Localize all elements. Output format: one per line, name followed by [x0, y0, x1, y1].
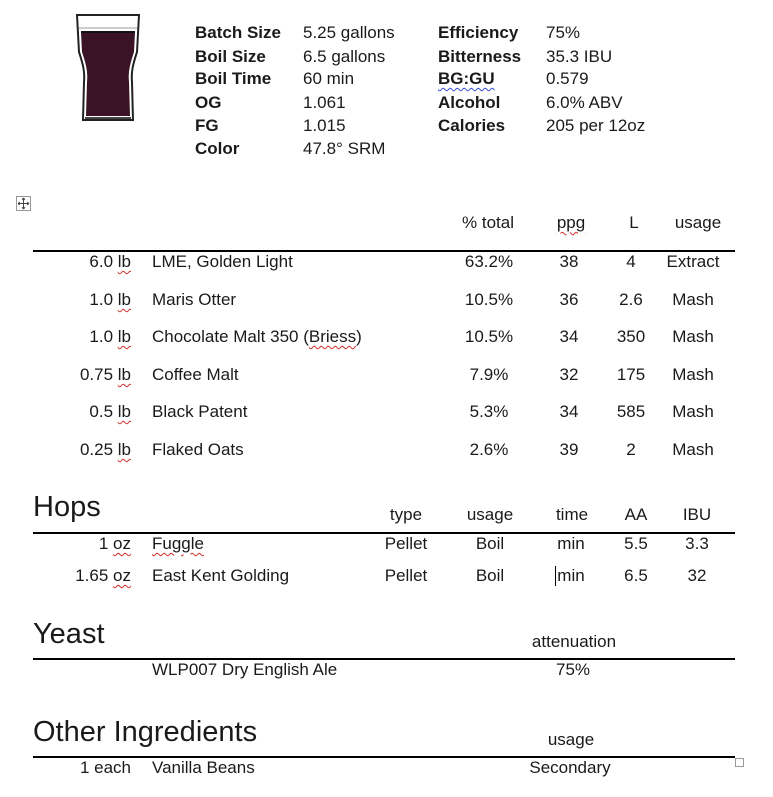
fermentable-amount: [89, 253, 131, 270]
fermentable-l: 350: [616, 327, 646, 346]
name-text: LME, Golden Light: [152, 252, 293, 271]
fermentable-pct: 10.5%: [464, 327, 514, 346]
name-text: Chocolate Malt 350 (: [152, 327, 309, 346]
fermentable-pct: 63.2%: [464, 252, 514, 271]
fermentable-amount: [89, 403, 131, 420]
amount-unit: oz: [113, 566, 131, 585]
summary-label: Color: [195, 139, 240, 158]
hop-usage: Boil: [475, 534, 505, 553]
fermentable-pct: 10.5%: [464, 290, 514, 309]
amount-value: 6.0: [89, 252, 114, 271]
hop-type: Pellet: [384, 534, 428, 553]
hop-amount: [75, 567, 131, 584]
fermentable-l: 2: [626, 440, 636, 459]
fermentables-header-ppg: ppg: [556, 213, 586, 232]
fermentable-ppg: 34: [559, 327, 579, 346]
hop-aa: 6.5: [624, 566, 648, 585]
summary-value: 6.5 gallons: [303, 47, 386, 66]
fermentable-name: [152, 366, 239, 383]
fermentable-usage: Mash: [672, 290, 714, 309]
summary-value: 75%: [546, 23, 581, 42]
yeast-title: Yeast: [33, 618, 105, 650]
amount-unit: lb: [117, 327, 131, 346]
amount-value: 1.0: [89, 290, 114, 309]
other-title: Other Ingredients: [33, 716, 258, 748]
amount-unit: oz: [113, 534, 131, 553]
move-arrows-icon: [17, 197, 30, 210]
hop-name: East Kent Golding: [152, 566, 290, 585]
summary-label: Alcohol: [438, 93, 501, 112]
summary-value: 1.061: [303, 93, 346, 112]
fermentable-pct: 2.6%: [469, 440, 509, 459]
fermentable-pct: 5.3%: [469, 402, 509, 421]
summary-value: 47.8° SRM: [303, 139, 386, 158]
summary-value: 1.015: [303, 116, 346, 135]
table-resize-handle[interactable]: [735, 758, 744, 767]
hop-name: Fuggle: [152, 534, 204, 553]
amount-value: 1: [98, 534, 109, 553]
hop-ibu: 32: [687, 566, 707, 585]
summary-label: Boil Size: [195, 47, 266, 66]
fermentable-usage: Mash: [672, 440, 714, 459]
fermentable-name: [152, 291, 236, 308]
name-text: Maris Otter: [152, 290, 237, 309]
summary-value: 35.3 IBU: [546, 47, 613, 66]
summary-label: Efficiency: [438, 23, 519, 42]
yeast-attenuation: 75%: [555, 660, 591, 679]
summary-label: Calories: [438, 116, 506, 135]
name-text: Flaked Oats: [152, 440, 244, 459]
fermentable-l: 175: [616, 365, 646, 384]
fermentable-name: [152, 328, 362, 345]
fermentable-name: [152, 253, 293, 270]
summary-label: FG: [195, 116, 219, 135]
fermentables-header-usage: usage: [674, 213, 722, 232]
summary-label: BG:GU: [438, 69, 495, 88]
other-usage: Secondary: [529, 758, 611, 777]
amount-value: 1.65: [75, 566, 109, 585]
amount-value: 1.0: [89, 327, 114, 346]
fermentable-pct: 7.9%: [469, 365, 509, 384]
hop-time: min: [557, 566, 585, 585]
yeast-header-attenuation: attenuation: [531, 632, 617, 651]
other-rule: [33, 756, 735, 758]
amount-value: 0.5: [89, 402, 114, 421]
summary-label: Boil Time: [195, 69, 272, 88]
fermentable-amount: [89, 291, 131, 308]
amount-unit: lb: [117, 252, 131, 271]
name-text-flagged: Briess: [308, 327, 357, 346]
summary-label: Bitterness: [438, 47, 522, 66]
summary-label: Batch Size: [195, 23, 281, 42]
fermentable-name: [152, 441, 244, 458]
fermentable-amount: [80, 441, 131, 458]
summary-value: 0.579: [546, 69, 589, 88]
name-text: Coffee Malt: [152, 365, 239, 384]
name-text: Black Patent: [152, 402, 248, 421]
fermentables-header-pct: % total: [462, 213, 514, 232]
fermentable-amount: [80, 366, 131, 383]
fermentable-l: 4: [626, 252, 636, 271]
hops-title: Hops: [33, 491, 101, 523]
amount-unit: lb: [117, 290, 131, 309]
other-name: Vanilla Beans: [152, 758, 255, 777]
summary-value: 5.25 gallons: [303, 23, 395, 42]
fermentables-header-l: L: [629, 213, 639, 232]
hops-header-ibu: IBU: [682, 505, 712, 524]
yeast-name: WLP007 Dry English Ale: [152, 660, 338, 679]
hops-header-type: type: [389, 505, 423, 524]
hop-amount: [99, 535, 131, 552]
summary-value: 6.0% ABV: [546, 93, 623, 112]
beer-glass-image: [73, 12, 143, 124]
amount-value: 0.75: [79, 365, 114, 384]
other-amount: 1 each: [79, 758, 131, 777]
fermentable-ppg: 39: [559, 440, 579, 459]
table-move-handle[interactable]: [16, 196, 31, 211]
fermentable-usage: Mash: [672, 402, 714, 421]
amount-value: 0.25: [79, 440, 114, 459]
hop-type: Pellet: [384, 566, 428, 585]
hop-time: min: [557, 534, 585, 553]
fermentable-ppg: 34: [559, 402, 579, 421]
hops-header-aa: AA: [624, 505, 648, 524]
fermentable-l: 2.6: [619, 290, 643, 309]
yeast-rule: [33, 658, 735, 660]
hop-usage: Boil: [475, 566, 505, 585]
fermentable-l: 585: [616, 402, 646, 421]
fermentable-ppg: 32: [559, 365, 579, 384]
hops-header-usage: usage: [466, 505, 514, 524]
hop-aa: 5.5: [624, 534, 648, 553]
fermentable-ppg: 36: [559, 290, 579, 309]
summary-label: OG: [195, 93, 222, 112]
hops-header-time: time: [555, 505, 589, 524]
fermentable-name: [152, 403, 247, 420]
fermentable-usage: Extract: [666, 252, 720, 271]
amount-unit: lb: [117, 440, 131, 459]
text-cursor: [555, 566, 556, 586]
amount-unit: lb: [117, 402, 131, 421]
summary-value: 205 per 12oz: [546, 116, 646, 135]
name-text-tail: ): [356, 327, 362, 346]
fermentable-usage: Mash: [672, 365, 714, 384]
amount-unit: lb: [117, 365, 131, 384]
fermentable-usage: Mash: [672, 327, 714, 346]
fermentable-amount: [89, 328, 131, 345]
summary-value: 60 min: [303, 69, 355, 88]
hop-ibu: 3.3: [685, 534, 709, 553]
other-header-usage: usage: [547, 730, 595, 749]
fermentable-ppg: 38: [559, 252, 579, 271]
